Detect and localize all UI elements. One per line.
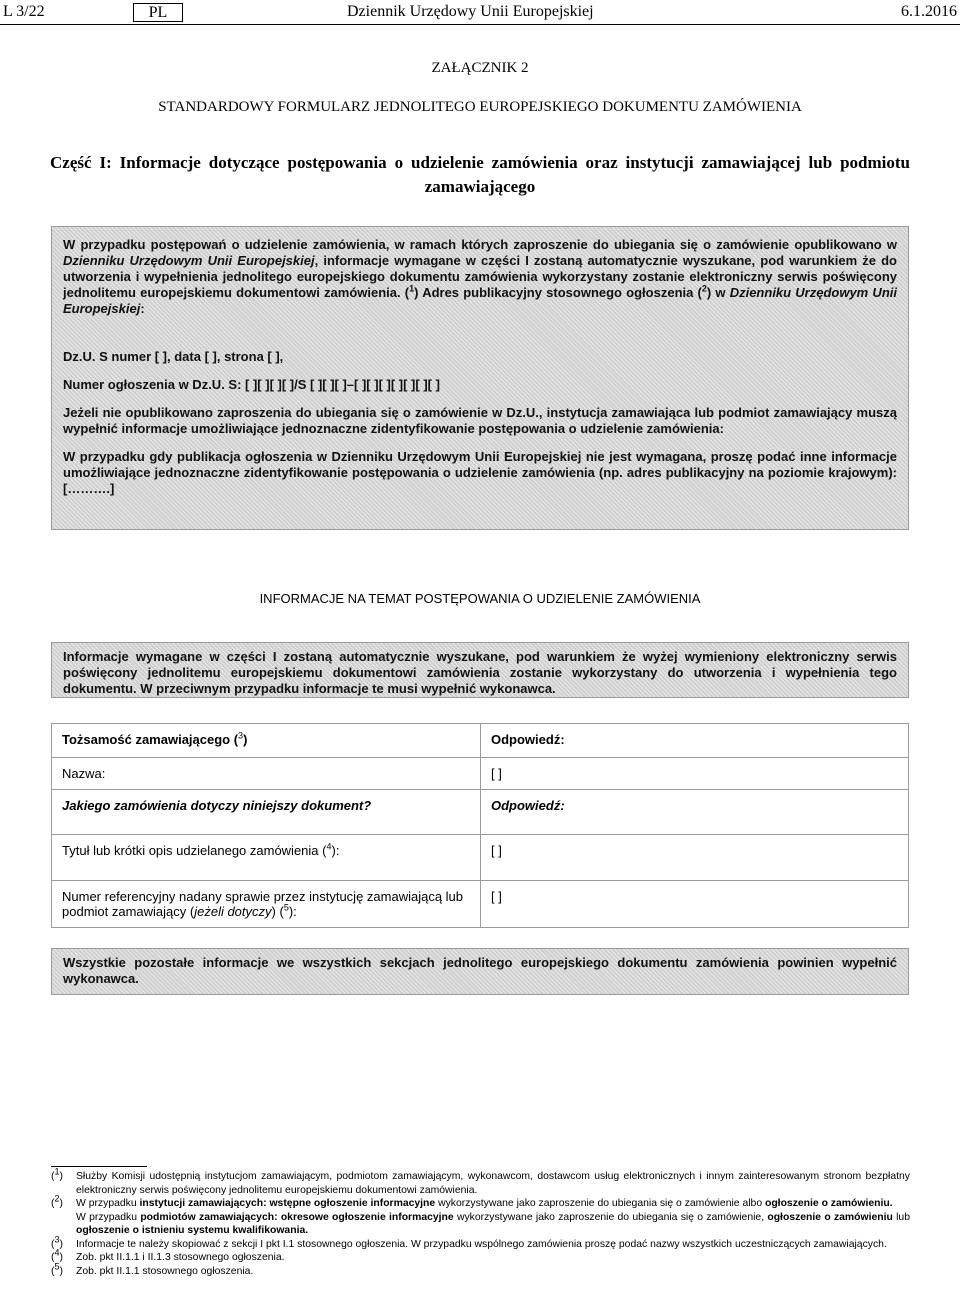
table-row	[52, 790, 909, 835]
footnote: ($^4$) Zob. pkt II.1.1 i II.1.3 stosownego ogłoszenia.	[51, 1247, 285, 1263]
journal-title: Dziennik Urzędowy Unii Europejskiej	[347, 3, 594, 20]
table-row	[52, 881, 909, 928]
publication-date: 6.1.2016	[901, 3, 957, 20]
answer-header: Odpowiedź:	[481, 790, 909, 835]
name-label: Nazwa:	[52, 758, 481, 790]
header-rule	[0, 24, 960, 25]
footnote-ref[interactable]: 4	[326, 841, 332, 852]
national-publication-instruction: W przypadku gdy publikacja ogłoszenia w Dzienniku Urzędowym Unii Europejskiej nie jest wymagana, proszę podać inne informacje umożliwiające jednoznaczne zidentyfikowanie postępowania o udzielenie zamówienia (np. adres publikacyjny na poziomie krajowym): [……….]	[63, 449, 897, 496]
section-heading: INFORMACJE NA TEMAT POSTĘPOWANIA O UDZIELENIE ZAMÓWIENIA	[259, 591, 701, 606]
footnote-rule	[51, 1166, 147, 1167]
unpublished-instruction: Jeżeli nie opublikowano zaproszenia do ubiegania się o zamówienie w Dz.U., instytucja zamawiająca lub podmiot zamawiający muszą wypełnić informacje umożliwiające jednoznaczne zidentyfikowanie postępowania o udzielenie zamówienia:	[63, 405, 897, 436]
answer-header: Odpowiedź:	[481, 724, 909, 758]
notice-number: Numer ogłoszenia w Dz.U. S: [ ][ ][ ][ ]/S [ ][ ][ ]–[ ][ ][ ][ ][ ][ ][ ]	[63, 377, 440, 392]
title-value-field[interactable]: [ ]	[481, 835, 909, 881]
part-title: Część I: Informacje dotyczące postępowania o udzielenie zamówienia oraz instytucji zamawiającej lub podmiotu zamawiającego	[50, 153, 910, 196]
page-header	[0, 0, 960, 26]
publication-info-paragraph: W przypadku postępowań o udzielenie zamówienia, w ramach których zaproszenie do ubiegania się o zamówienie opublikowano w Dzienniku Urzędowym Unii Europejskiej, informacje wymagane w części I zostaną automatycznie wyszukane, pod warunkiem że do utworzenia i wypełnienia jednolitego europejskiego dokumentu zamówienia wykorzystany zostanie elektroniczny serwis poświęcony jednolitemu europejskiemu dokumentowi zamówienia. ($^1$) Adres publikacyjny stosownego ogłoszenia ($^2$) w Dzienniku Urzędowym Unii Europejskiej:	[63, 237, 897, 316]
annex-label: ZAŁĄCZNIK 2	[431, 60, 529, 76]
form-title: STANDARDOWY FORMULARZ JEDNOLITEGO EUROPEJSKIEGO DOKUMENTU ZAMÓWIENIA	[158, 99, 802, 115]
reference-number-label: Numer referencyjny nadany sprawie przez instytucję zamawiającą lub podmiot zamawiający (jeżeli dotyczy) ($^5$):	[52, 881, 481, 928]
remaining-info-note: Wszystkie pozostałe informacje we wszystkich sekcjach jednolitego europejskiego dokumentu zamówienia powinien wypełnić wykonawca.	[51, 948, 909, 995]
footnote-ref[interactable]: 1	[409, 283, 415, 294]
page-number: L 3/22	[3, 3, 45, 20]
oj-reference: Dz.U. S numer [ ], data [ ], strona [ ],	[63, 349, 284, 364]
footnotes	[51, 1166, 910, 1278]
title-label: Tytuł lub krótki opis udzielanego zamówienia ($^4$):	[52, 835, 481, 881]
footnote: ($^3$) Informacje te należy skopiować z sekcji I pkt I.1 stosownego ogłoszenia. W przypadku wspólnego zamówienia proszę podać nazwy wszystkich uczestniczących zamawiających.	[51, 1234, 887, 1250]
footnote: ($^5$) Zob. pkt II.1.1 stosownego ogłoszenia.	[51, 1261, 254, 1277]
table-row	[52, 724, 909, 758]
footnote: ($^1$) Służby Komisji udostępnią instytucjom zamawiającym, podmiotom zamawiającym, wykonawcom, dostawcom usług elektronicznych i innym zainteresowanym stronom bezpłatny elektroniczny serwis poświęcony jednolitemu europejskiemu dokumentowi zamówienia.	[51, 1166, 910, 1196]
footnote: ($^2$) W przypadku instytucji zamawiających: wstępne ogłoszenie informacyjne wykorzystywane jako zaproszenie do ubiegania się o zamówienie albo ogłoszenie o zamówieniu. W przypadku podmiotów zamawiających: okresowe ogłoszenie informacyjne wykorzystywane jako zaproszenie do ubiegania się o zamówienie, ogłoszenie o zamówieniu lub ogłoszenie o istnieniu systemu kwalifikowania.	[51, 1193, 910, 1236]
reference-number-field[interactable]: [ ]	[481, 881, 909, 928]
name-value-field[interactable]: [ ]	[481, 758, 909, 790]
footnote-ref[interactable]: 2	[701, 283, 707, 294]
publication-info-box	[51, 226, 909, 530]
auto-retrieval-note: Informacje wymagane w części I zostaną automatycznie wyszukane, pod warunkiem że wyżej wymieniony elektroniczny serwis poświęcony jednolitemu europejskiemu dokumentowi zamówienia zostanie wykorzystany do utworzenia i wypełnienia tego dokumentu. W przeciwnym przypadku informacje te musi wypełnić wykonawca.	[51, 642, 909, 698]
language-badge: PL	[133, 3, 183, 22]
procurement-question: Jakiego zamówienia dotyczy niniejszy dokument?	[52, 790, 481, 835]
table-row	[52, 758, 909, 790]
footnote-ref[interactable]: 3	[238, 730, 244, 741]
procurement-info-table	[51, 723, 909, 928]
table-row	[52, 835, 909, 881]
contracting-authority-label: Tożsamość zamawiającego ($^3$)	[52, 724, 481, 758]
footnote-ref[interactable]: 5	[283, 902, 289, 913]
